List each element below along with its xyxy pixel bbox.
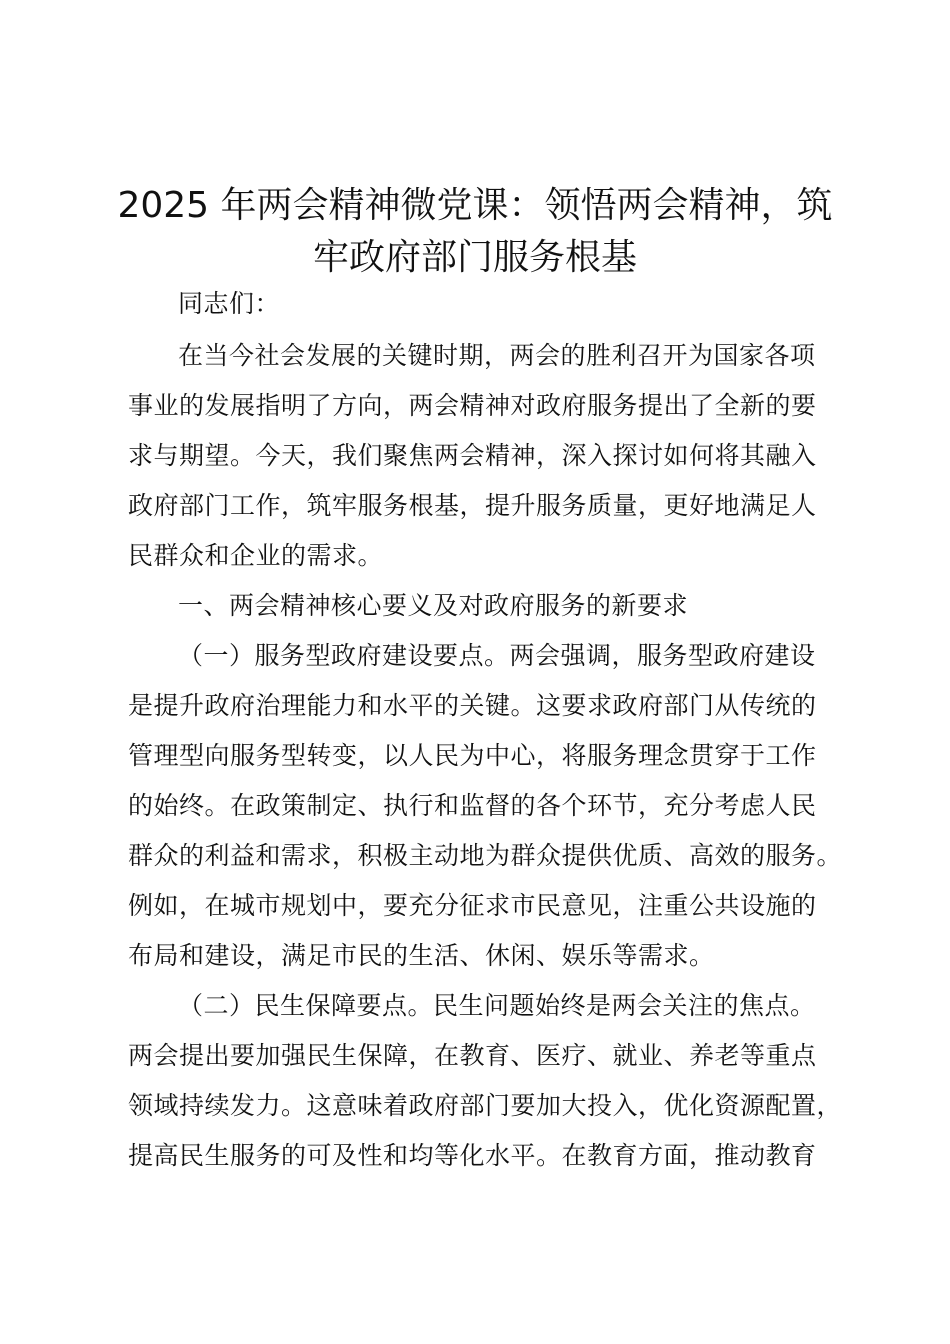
paragraph-line: 求与期望。今天，我们聚焦两会精神，深入探讨如何将其融入 <box>128 441 817 470</box>
paragraph-line: 是提升政府治理能力和水平的关键。这要求政府部门从传统的 <box>128 691 817 720</box>
document-title-line-1: 2025 年两会精神微党课：领悟两会精神，筑 <box>117 185 833 226</box>
paragraph-line: 布局和建设，满足市民的生活、休闲、娱乐等需求。 <box>128 941 715 970</box>
paragraph-line: 事业的发展指明了方向，两会精神对政府服务提出了全新的要 <box>128 391 817 420</box>
paragraph-line: 两会提出要加强民生保障，在教育、医疗、就业、养老等重点 <box>128 1041 817 1070</box>
paragraph-line: 领域持续发力。这意味着政府部门要加大投入，优化资源配置， <box>128 1091 843 1120</box>
paragraph-line: 民群众和企业的需求。 <box>128 541 384 570</box>
paragraph-line: （一）服务型政府建设要点。两会强调，服务型政府建设 <box>178 641 816 670</box>
paragraph-line: 的始终。在政策制定、执行和监督的各个环节，充分考虑人民 <box>128 791 817 820</box>
paragraph-line: 政府部门工作，筑牢服务根基，提升服务质量，更好地满足人 <box>128 491 817 520</box>
paragraph-line: 提高民生服务的可及性和均等化水平。在教育方面，推动教育 <box>128 1141 817 1170</box>
paragraph-line: 例如，在城市规划中，要充分征求市民意见，注重公共设施的 <box>128 891 817 920</box>
paragraph-line: 在当今社会发展的关键时期，两会的胜利召开为国家各项 <box>178 341 816 370</box>
document-title-line-2: 牢政府部门服务根基 <box>312 237 637 278</box>
paragraph-line: 群众的利益和需求，积极主动地为群众提供优质、高效的服务。 <box>128 841 843 870</box>
paragraph-line: （二）民生保障要点。民生问题始终是两会关注的焦点。 <box>178 991 816 1020</box>
section-heading: 一、两会精神核心要义及对政府服务的新要求 <box>178 591 689 620</box>
greeting: 同志们： <box>178 289 281 318</box>
paragraph-line: 管理型向服务型转变，以人民为中心，将服务理念贯穿于工作 <box>128 741 817 770</box>
